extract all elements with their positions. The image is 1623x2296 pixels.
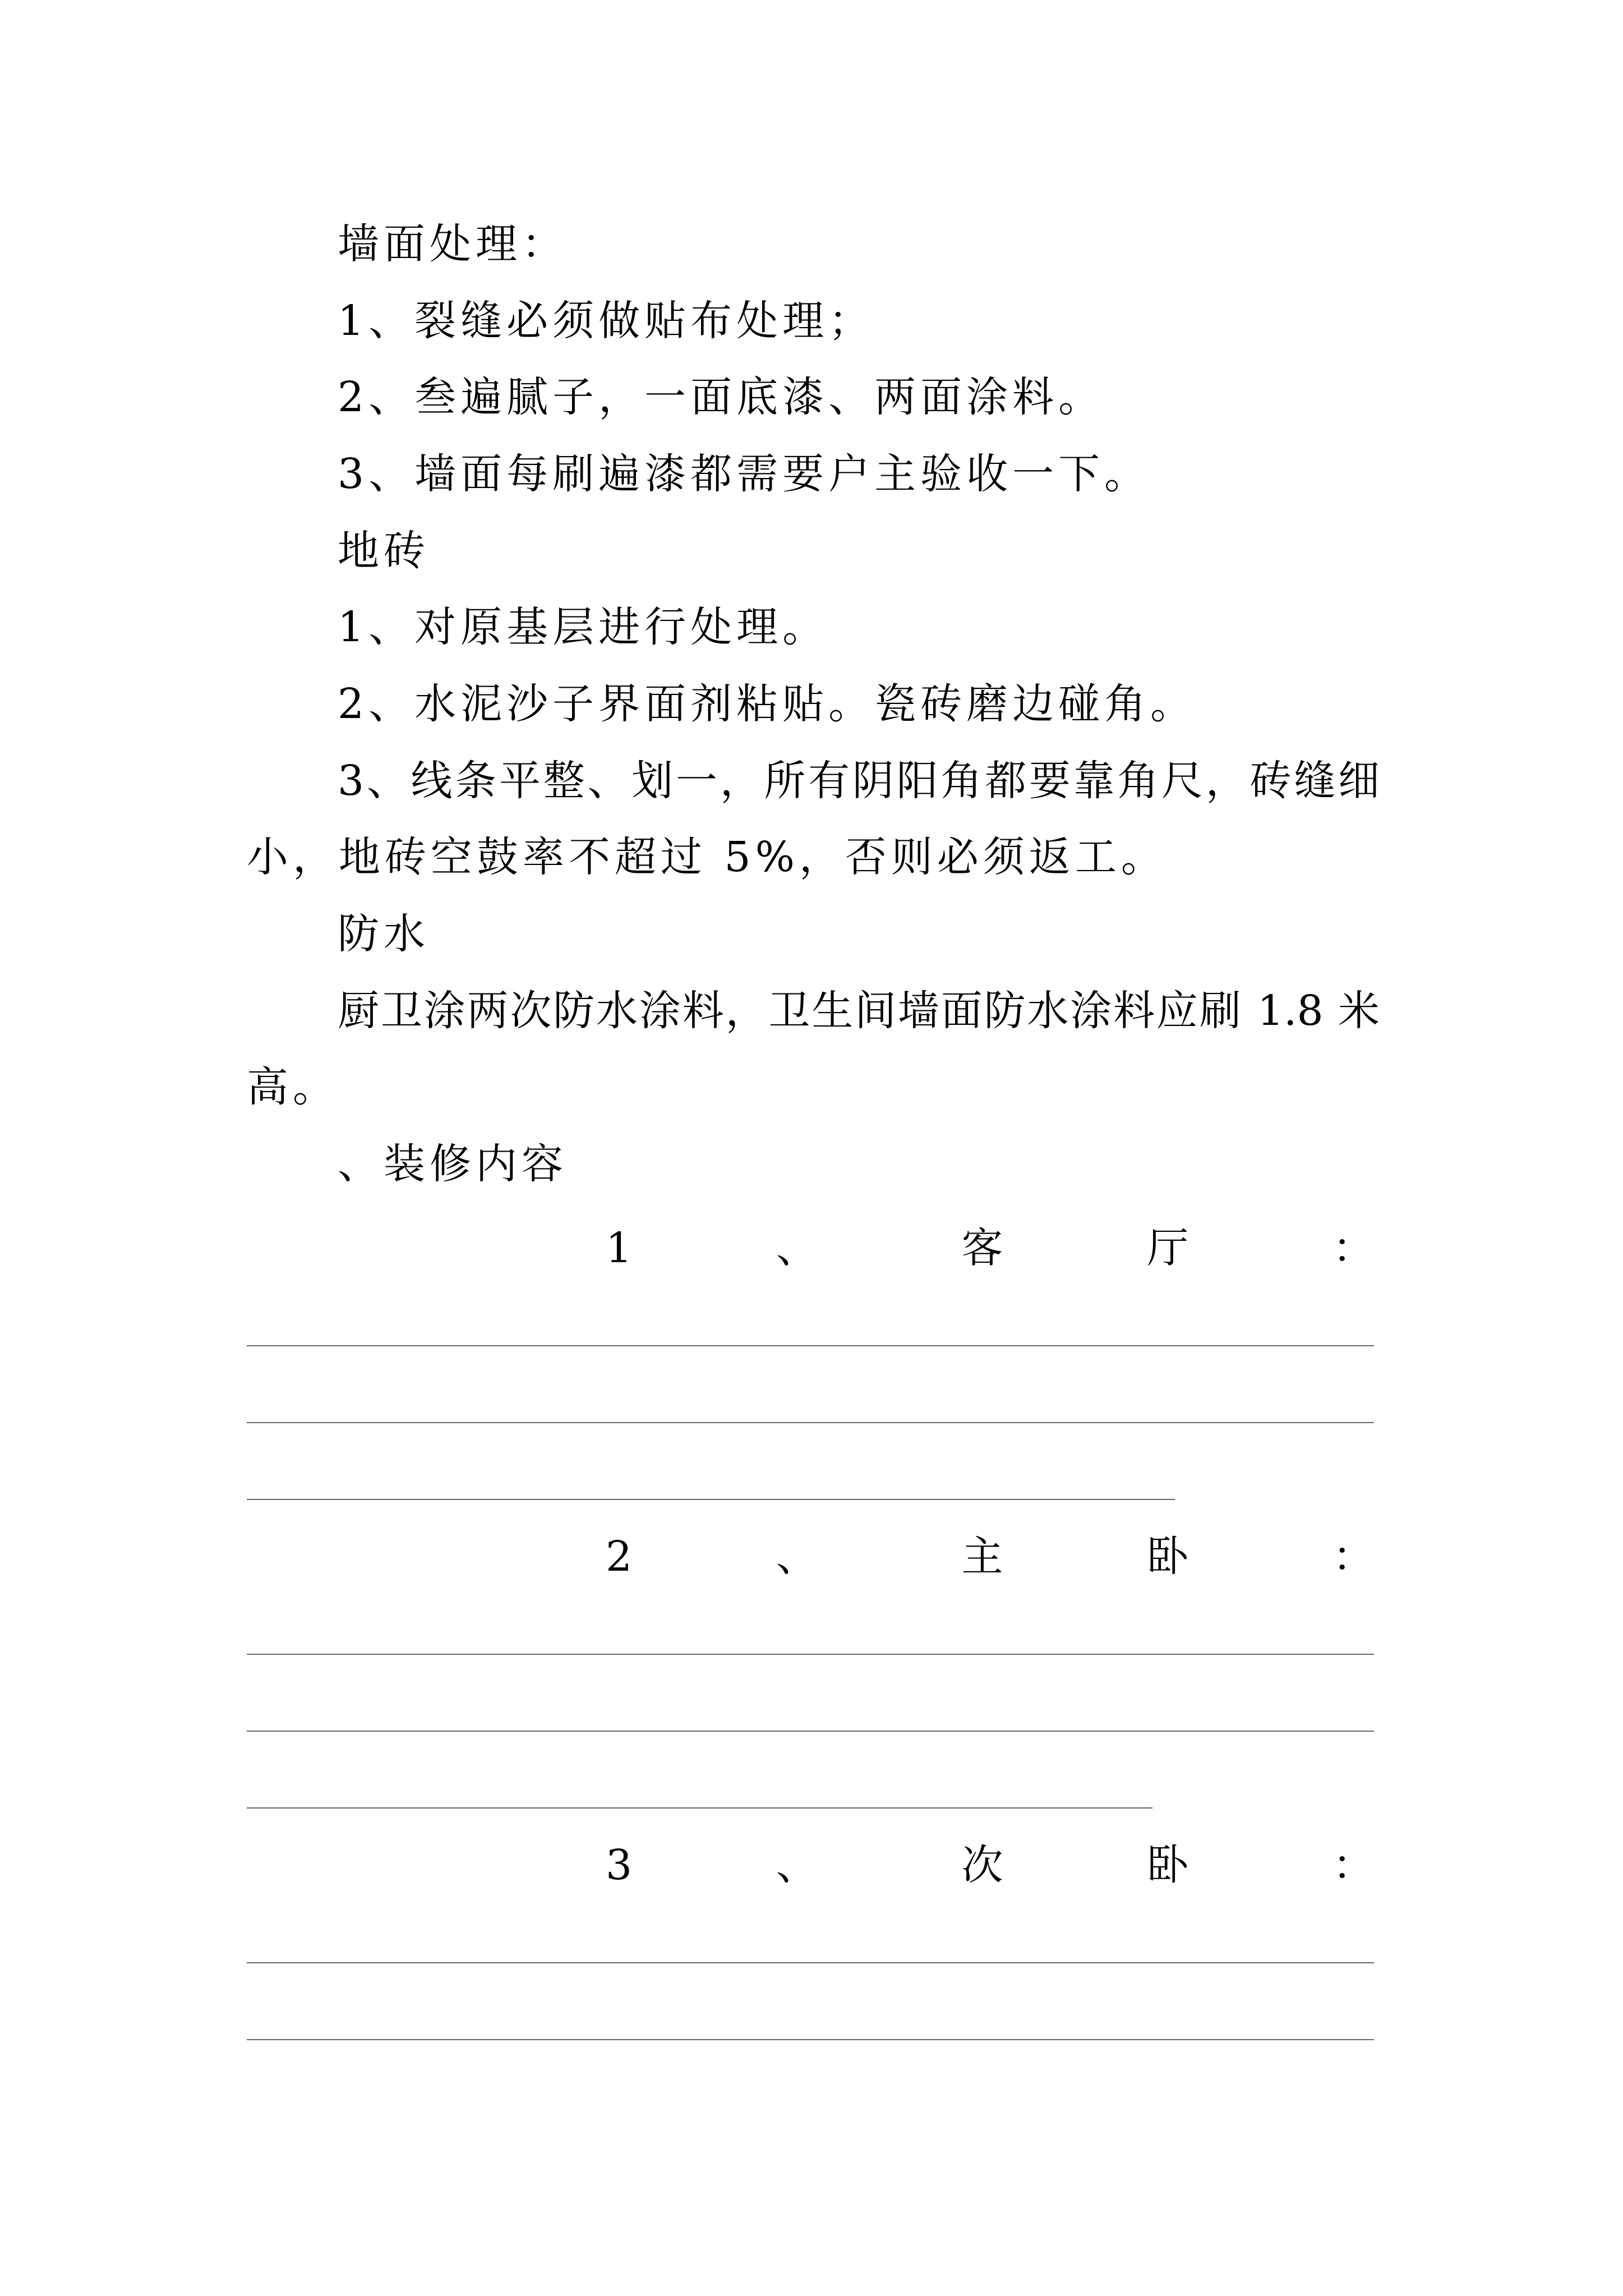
room-number: 1 (606, 1224, 633, 1272)
fill-in-line (247, 1807, 1152, 1809)
fill-in-line (247, 1962, 1374, 1963)
floor-item-1: 1、对原基层进行处理。 (338, 603, 829, 651)
room-colon: ： (1332, 1224, 1374, 1272)
floor-item-3-line-2: 小，地砖空鼓率不超过 5%，否则必须返工。 (247, 833, 1167, 881)
decoration-section-title: 、装修内容 (338, 1140, 568, 1188)
room-colon: ： (1332, 1533, 1374, 1581)
wall-section-title: 墙面处理： (338, 220, 568, 268)
wall-item-2: 2、叁遍腻子，一面底漆、两面涂料。 (338, 373, 1105, 421)
room-number: 2 (606, 1533, 633, 1581)
room-name-char-2: 卧 (1147, 1841, 1189, 1889)
waterproof-section-title: 防水 (338, 910, 430, 958)
waterproof-text-line-2: 高。 (247, 1063, 339, 1111)
fill-in-line (247, 1422, 1374, 1423)
floor-section-title: 地砖 (338, 527, 430, 575)
waterproof-text-line-1: 厨卫涂两次防水涂料，卫生间墙面防水涂料应刷 1.8 米 (338, 987, 1380, 1035)
room-separator: 、 (776, 1224, 818, 1272)
fill-in-line (247, 1345, 1374, 1346)
floor-item-3-line-1: 3、线条平整、划一，所有阴阳角都要靠角尺，砖缝细 (338, 757, 1380, 805)
fill-in-line (247, 1731, 1374, 1732)
fill-in-line (247, 2039, 1374, 2040)
room-name-char-2: 厅 (1147, 1224, 1189, 1272)
room-name-char-1: 主 (961, 1533, 1003, 1581)
floor-item-2: 2、水泥沙子界面剂粘贴。瓷砖磨边碰角。 (338, 680, 1197, 728)
wall-item-1: 1、裂缝必须做贴布处理； (338, 297, 875, 345)
room-name-char-1: 客 (961, 1224, 1003, 1272)
room-heading-2 (606, 1529, 1374, 1585)
room-name-char-2: 卧 (1147, 1533, 1189, 1581)
room-heading-1 (606, 1220, 1374, 1276)
room-colon: ： (1332, 1841, 1374, 1889)
room-separator: 、 (776, 1841, 818, 1889)
wall-item-3: 3、墙面每刷遍漆都需要户主验收一下。 (338, 450, 1151, 498)
fill-in-line (247, 1654, 1374, 1655)
fill-in-line (247, 1499, 1175, 1500)
room-heading-3 (606, 1837, 1374, 1893)
room-name-char-1: 次 (961, 1841, 1003, 1889)
room-number: 3 (606, 1841, 633, 1889)
room-separator: 、 (776, 1533, 818, 1581)
